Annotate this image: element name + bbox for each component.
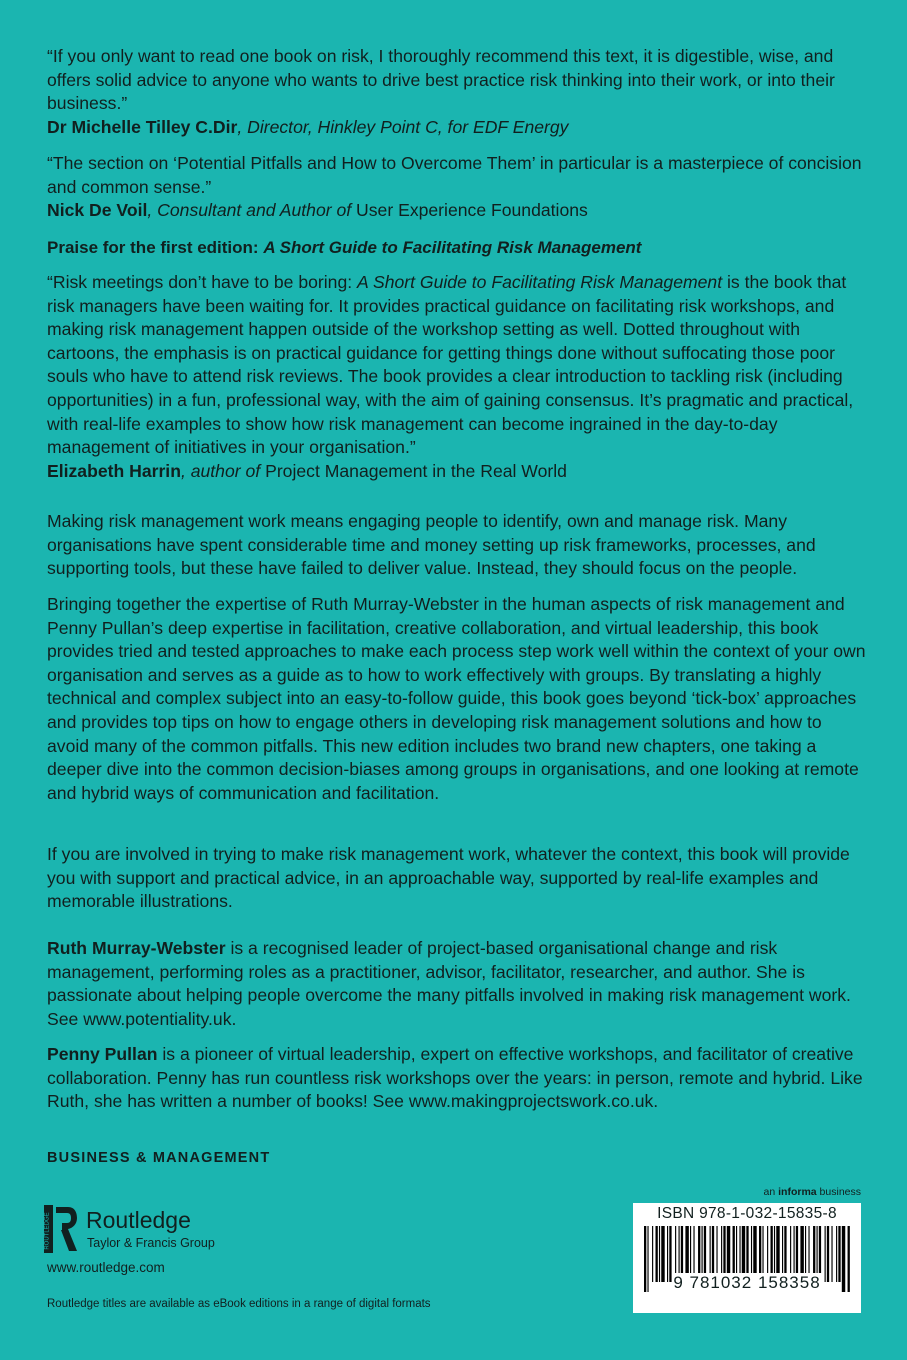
quote-1 xyxy=(47,45,867,139)
quote-2-role: , Consultant and Author of xyxy=(147,200,357,221)
svg-text:ROUTLEDGE: ROUTLEDGE xyxy=(44,1212,51,1250)
praise-heading: Praise for the first edition: A Short Guide to Facilitating Risk Management xyxy=(47,238,642,257)
author-bio-penny: Penny Pullan is a pioneer of virtual leadership, expert on effective workshops, and facilitator of creative collaboration. Penny has run countless risk workshops over the years: in person, remote and hybrid. Like Ruth, she has written a number of books! See www.makingprojectswork.co.uk. xyxy=(47,1044,863,1112)
author-bio-ruth: Ruth Murray-Webster is a recognised leader of project-based organisational change and risk management, performing roles as a practitioner, advisor, facilitator, researcher, and author. She is passionate about helping people overcome the many pitfalls involved in making risk management work. See www.potentiality.uk. xyxy=(47,938,851,1029)
ebook-note: Routledge titles are available as eBook editions in a range of digital formats xyxy=(47,1298,431,1310)
publisher-name: Routledge xyxy=(86,1207,191,1233)
quote-1-author: Dr Michelle Tilley C.Dir xyxy=(47,116,238,137)
publisher-group: Taylor & Francis Group xyxy=(87,1236,215,1250)
routledge-logo-icon xyxy=(44,1205,78,1253)
isbn-label: ISBN 978-1-032-15835-8 xyxy=(657,1205,837,1222)
isbn-barcode xyxy=(633,1203,861,1313)
author-name-penny: Penny Pullan xyxy=(47,1044,158,1064)
quote-2-text: “The section on ‘Potential Pitfalls and How to Overcome Them’ in particular is a masterpiece of concision and common sense.” xyxy=(47,153,862,197)
description-2: Bringing together the expertise of Ruth Murray-Webster in the human aspects of risk management and Penny Pullan’s deep expertise in facilitation, creative collaboration, and virtual leadership, this book provides tried and tested approaches to make each process step work well within the context of your own organisation and serves as a guide as to how to work effectively with groups. By translating a highly technical and complex subject into an easy-to-follow guide, this book goes beyond ‘tick-box’ approaches and provides top tips on how to engage others in developing risk management solutions and how to avoid many of the common pitfalls. This new edition includes two brand new chapters, one taking a deeper dive into the common decision-biases among groups in organisations, and one looking at remote and hybrid ways of communication and facilitation. xyxy=(47,594,866,803)
barcode-digits: 9 781032 158358 xyxy=(673,1273,821,1292)
description-1: Making risk management work means engaging people to identify, own and manage risk. Many organisations have spent considerable time and money setting up risk frameworks, processes, and supporting tools, but these have failed to deliver value. Instead, they should focus on the people. xyxy=(47,511,816,579)
praise-author: Elizabeth Harrin xyxy=(47,460,181,481)
praise-work: Project Management in the Real World xyxy=(265,460,567,481)
praise-role: , author of xyxy=(180,460,266,481)
quote-2-work: User Experience Foundations xyxy=(356,200,588,221)
quote-2 xyxy=(47,152,867,223)
category-label: BUSINESS & MANAGEMENT xyxy=(47,1150,271,1166)
author-name-ruth: Ruth Murray-Webster xyxy=(47,938,226,958)
praise-book-title: A Short Guide to Facilitating Risk Management xyxy=(263,238,642,257)
praise-quote-title: A Short Guide to Facilitating Risk Management xyxy=(357,272,723,292)
description-3: If you are involved in trying to make risk management work, whatever the context, this book will provide you with support and practical advice, in an approachable way, supported by real-life examples and memorable illustrations. xyxy=(47,844,850,912)
publisher-url[interactable]: www.routledge.com xyxy=(47,1260,165,1275)
quote-1-text: “If you only want to read one book on risk, I thoroughly recommend this text, it is digestible, wise, and offers solid advice to anyone who wants to drive best practice risk thinking into their work, or into their business.” xyxy=(47,46,835,114)
praise-quote: “Risk meetings don’t have to be boring: A Short Guide to Facilitating Risk Management is the book that risk managers have been waiting for. It provides practical guidance on facilitating risk workshops, and making risk management happen outside of the workshop setting as well. Dotted throughout with cartoons, the emphasis is on practical guidance for getting things done without suffocating those poor souls who have to attend risk reviews. The book provides a clear introduction to tackling risk (including opportunities) in a fun, professional way, with the aim of gaining consensus. It’s pragmatic and practical, with real-life examples to show how risk management can become ingrained in the day-to-day management of initiatives in your organisation.” Elizabeth Harrin, author of Project Management in the Real World xyxy=(47,272,854,481)
quote-1-role: , Director, Hinkley Point C, for EDF Energy xyxy=(237,116,569,137)
quote-2-author: Nick De Voil xyxy=(47,200,148,221)
informa-tagline: an informa business xyxy=(763,1186,861,1198)
informa-brand: informa xyxy=(778,1186,817,1198)
